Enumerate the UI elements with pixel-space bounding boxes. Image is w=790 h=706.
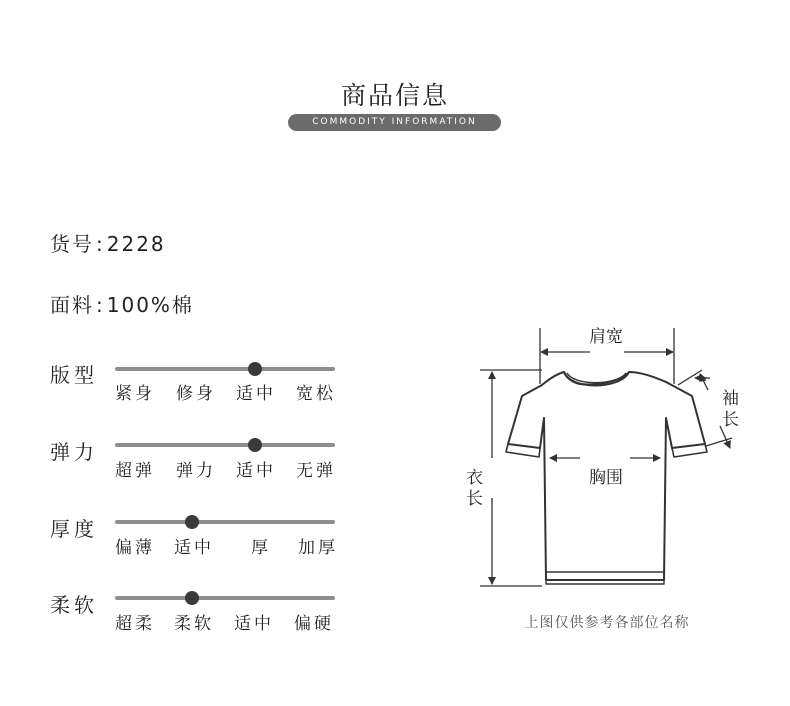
body-length-label-1: 衣 xyxy=(466,468,483,488)
fit-scale-label: 版型 xyxy=(50,363,98,387)
chest-label: 胸围 xyxy=(589,468,623,488)
item-number-label: 货号 xyxy=(50,232,94,256)
elasticity-scale-label: 弹力 xyxy=(50,440,98,464)
fabric-separator: : xyxy=(96,293,105,317)
item-number-row xyxy=(50,228,166,257)
subtitle-badge: COMMODITY INFORMATION xyxy=(288,114,501,131)
elasticity-option-2: 弹力 xyxy=(176,461,216,481)
softness-scale-track xyxy=(115,596,335,600)
softness-option-1: 超柔 xyxy=(115,614,155,634)
body-length-label-2: 长 xyxy=(466,489,483,509)
elasticity-scale-track xyxy=(115,443,335,447)
thickness-option-2: 适中 xyxy=(174,538,214,558)
fit-option-2: 修身 xyxy=(176,384,216,404)
page-title: 商品信息 xyxy=(340,81,449,110)
fit-option-4: 宽松 xyxy=(296,384,336,404)
sleeve-length-label-2: 长 xyxy=(722,410,739,430)
softness-option-4: 偏硬 xyxy=(294,614,334,634)
fit-option-1: 紧身 xyxy=(115,384,155,404)
fabric-row xyxy=(50,289,194,318)
thickness-scale-knob xyxy=(185,515,199,529)
item-number-separator: : xyxy=(96,232,105,256)
softness-option-2: 柔软 xyxy=(174,614,214,634)
softness-scale-label: 柔软 xyxy=(50,593,98,617)
thickness-scale-track xyxy=(115,520,335,524)
softness-scale-knob xyxy=(185,591,199,605)
item-number-value: 2228 xyxy=(106,232,166,256)
elasticity-scale-knob xyxy=(248,438,262,452)
shoulder-width-label: 肩宽 xyxy=(589,327,623,347)
diagram-caption: 上图仅供参考各部位名称 xyxy=(524,615,690,631)
fit-option-3: 适中 xyxy=(236,384,276,404)
thickness-option-4: 加厚 xyxy=(298,538,338,558)
softness-option-3: 适中 xyxy=(234,614,274,634)
elasticity-option-4: 无弹 xyxy=(296,461,336,481)
sleeve-length-label-1: 袖 xyxy=(722,389,739,409)
thickness-option-1: 偏薄 xyxy=(115,538,155,558)
fabric-value: 100%棉 xyxy=(106,293,194,317)
fabric-label: 面料 xyxy=(50,293,94,317)
elasticity-option-1: 超弹 xyxy=(115,461,155,481)
thickness-option-3: 厚 xyxy=(251,538,271,558)
thickness-scale-label: 厚度 xyxy=(50,517,98,541)
elasticity-option-3: 适中 xyxy=(236,461,276,481)
fit-scale-knob xyxy=(248,362,262,376)
fit-scale-track xyxy=(115,367,335,371)
